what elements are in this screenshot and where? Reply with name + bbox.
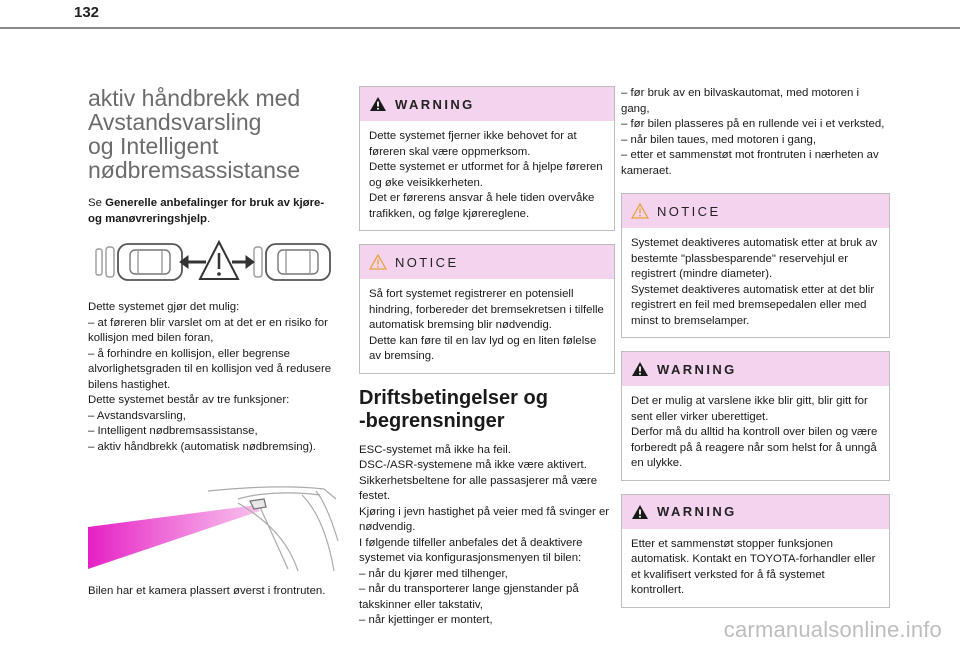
notice-box — [359, 244, 615, 374]
notice-label: NOTICE — [395, 254, 459, 270]
warning-header — [622, 495, 889, 529]
warning-header — [360, 87, 614, 121]
warning-line: Det er mulig at varslene ikke blir gitt, blir gitt for sent eller virker uberettiget. — [631, 395, 868, 423]
section-heading-line: Driftsbetingelser og — [359, 386, 548, 409]
warning-label: WARNING — [657, 361, 737, 377]
notice-header — [622, 194, 889, 228]
condition-line: – når bilen taues, med motoren i gang, — [621, 133, 817, 146]
camera-beam — [88, 505, 260, 569]
conditions-list — [359, 443, 615, 629]
condition-line: – når du kjører med tilhenger, — [359, 567, 508, 580]
warning-triangle-icon — [631, 361, 649, 377]
column-left — [88, 86, 340, 600]
notice-line: Systemet deaktiveres automatisk etter at det blir registrert en feil med bremsepedalen eller med minst to bremselamper. — [631, 283, 875, 327]
intro-link-text: Generelle anbefalinger for bruk av kjøre- og manøvreringshjelp — [88, 197, 325, 225]
warning-body — [360, 121, 614, 230]
body-line: Dette systemet består av tre funksjoner: — [88, 394, 290, 406]
condition-line: – før bilen plasseres på en rullende vei i et verksted, — [621, 118, 885, 130]
condition-line: Sikkerhetsbeltene for alle passasjerer må være festet. — [359, 474, 598, 502]
warning-line: Etter et sammenstøt stopper funksjonen automatisk. Kontakt en TOYOTA-forhandler eller et kvalifisert verksted for å få systemet kontrollert. — [631, 537, 876, 596]
warning-triangle-icon — [369, 96, 387, 112]
top-rule — [0, 27, 960, 29]
page-number: 132 — [74, 4, 100, 21]
condition-line: ESC-systemet må ikke ha feil. — [359, 443, 511, 456]
body-line: – Intelligent nødbremsassistanse, — [88, 425, 258, 437]
body-line: – aktiv håndbrekk (automatisk nødbremsing). — [88, 440, 316, 453]
body-line: – at føreren blir varslet om at det er en risiko for kollisjon med bilen foran, — [88, 316, 328, 344]
warning-line: Det er førerens ansvar å hele tiden overvåke trafikken, og følge kjørereglene. — [369, 192, 595, 220]
condition-line: – etter et sammenstøt mot frontruten i nærheten av kameraet. — [621, 149, 879, 177]
notice-label: NOTICE — [657, 203, 721, 219]
title-line: Avstandsvarsling — [88, 109, 262, 135]
condition-line: DSC-/ASR-systemene må ikke være aktivert. — [359, 459, 587, 471]
warning-body — [622, 386, 889, 480]
intro-suffix: . — [207, 212, 211, 225]
watermark: carmanualsonline.info — [723, 617, 942, 642]
notice-box — [621, 193, 890, 338]
warning-line: Dette systemet er utformet for å hjelpe føreren og øke veisikkerheten. — [369, 161, 603, 189]
body-line: – Avstandsvarsling, — [88, 409, 186, 422]
warning-label: WARNING — [657, 504, 737, 519]
warning-box — [621, 494, 890, 608]
condition-line: – før bruk av en bilvaskautomat, med motoren i gang, — [621, 87, 860, 115]
title-line: og Intelligent — [88, 133, 219, 159]
notice-triangle-icon — [631, 203, 649, 219]
intro-paragraph — [88, 196, 340, 227]
condition-line: I følgende tilfeller anbefales det å deaktivere systemet via konfigurasjonsmenyen til bilen: — [359, 536, 583, 564]
intro-prefix: Se — [88, 197, 106, 209]
warning-box — [359, 86, 615, 231]
warning-line: Dette systemet fjerner ikke behovet for at føreren skal være oppmerksom. — [369, 130, 577, 158]
warning-header — [622, 352, 889, 386]
collision-warning-illustration — [88, 239, 340, 283]
condition-line: – når kjettinger er montert, — [359, 614, 493, 626]
column-right — [621, 86, 890, 621]
continued-list — [621, 86, 890, 179]
notice-line: Dette kan føre til en lav lyd og en liten følelse av bremsing. — [369, 334, 597, 362]
column-middle — [359, 86, 615, 629]
page-title — [88, 86, 340, 182]
title-line: nødbremsassistanse — [88, 157, 301, 183]
section-heading-line: -begrensninger — [359, 409, 505, 432]
illustration-caption: Bilen har et kamera plassert øverst i frontruten. — [88, 585, 326, 597]
warning-triangle-icon — [631, 504, 649, 520]
warning-box — [621, 351, 890, 481]
warning-label: WARNING — [395, 96, 475, 112]
notice-triangle-icon — [369, 254, 387, 270]
warning-body — [622, 529, 889, 607]
windshield-camera-illustration — [88, 481, 340, 573]
body-line: – å forhindre en kollisjon, eller begrense alvorlighetsgraden til en kollisjon ved å redusere bilens hastighet. — [88, 347, 332, 391]
section-heading — [359, 387, 615, 433]
condition-line: – når du transporterer lange gjenstander på takskinner eller takstativ, — [359, 583, 579, 611]
notice-line: Systemet deaktiveres automatisk etter at bruk av bestemte "plassbesparende" reservehjul er registrert (mindre diameter). — [631, 237, 878, 280]
body-line: Dette systemet gjør det mulig: — [88, 301, 240, 313]
title-line: aktiv håndbrekk med — [88, 85, 301, 111]
function-description — [88, 300, 340, 455]
notice-body — [622, 228, 889, 337]
notice-header — [360, 245, 614, 279]
warning-line: Derfor må du alltid ha kontroll over bilen og være forberedt på å reagere når som helst for å unngå en ulykke. — [631, 426, 878, 469]
notice-body — [360, 279, 614, 373]
condition-line: Kjøring i jevn hastighet på veier med få svinger er nødvendig. — [359, 505, 610, 533]
notice-line: Så fort systemet registrerer en potensiell hindring, forbereder det bremsekretsen i tilfelle automatisk bremsing blir nødvendig. — [369, 288, 604, 331]
